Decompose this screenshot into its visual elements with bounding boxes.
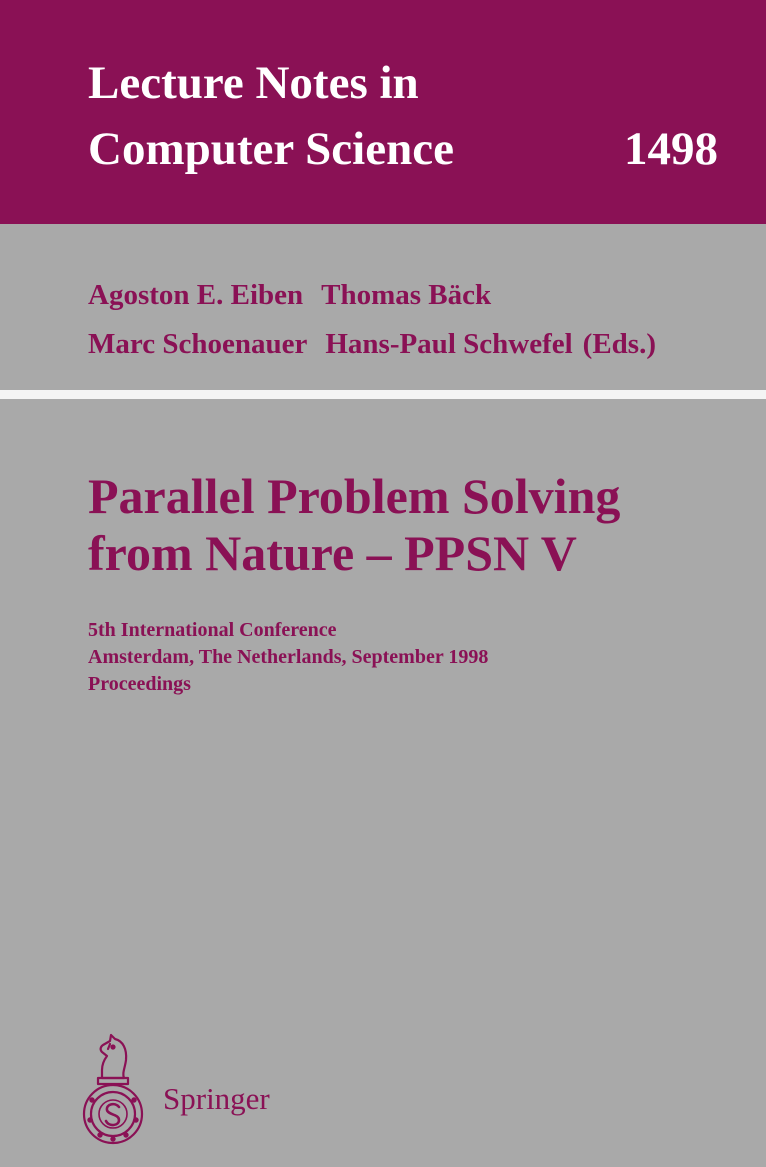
location-date-line: Amsterdam, The Netherlands, September 1998 [88,646,489,668]
divider [0,390,766,399]
editors-line-1 [88,281,491,310]
conference-line: 5th International Conference [88,619,337,641]
editor-name: Thomas Bäck [321,279,492,311]
springer-knight-seal-icon [80,1030,146,1148]
editor-name: Agoston E. Eiben [88,279,304,311]
editor-name: Marc Schoenauer [88,328,308,360]
editors-line-2 [88,330,656,359]
series-title-line-1: Lecture Notes in [88,57,419,109]
series-title-line-2: Computer Science [88,123,454,175]
editor-name: Hans-Paul Schwefel [325,328,573,360]
proceedings-line: Proceedings [88,673,191,695]
publisher-name: Springer [163,1081,270,1116]
book-title-line-2: from Nature – PPSN V [88,525,577,581]
book-title-line-1: Parallel Problem Solving [88,468,621,524]
volume-number: 1498 [624,123,718,175]
series-banner [0,0,766,224]
editors-suffix: (Eds.) [582,328,656,360]
